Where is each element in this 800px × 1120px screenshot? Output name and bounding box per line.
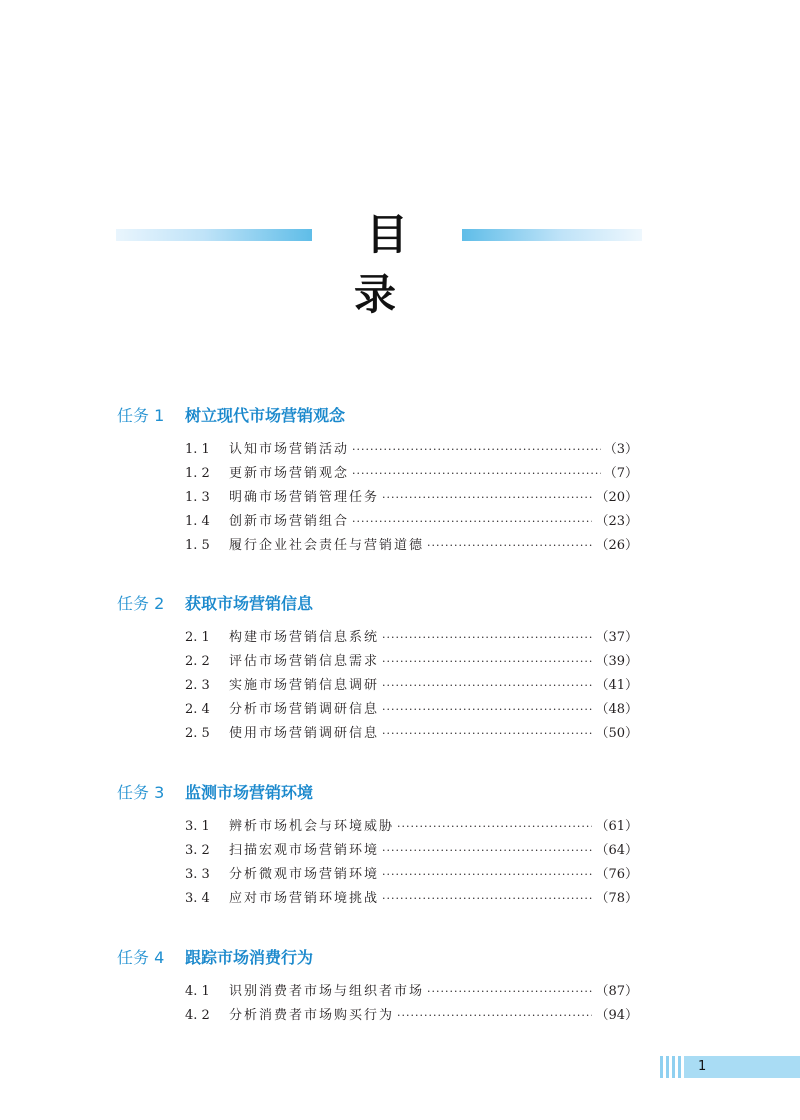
toc-entry[interactable] — [185, 627, 638, 649]
dot-leader — [397, 816, 592, 838]
dot-leader — [397, 1005, 592, 1027]
entry-title: 认知市场营销活动 — [229, 442, 350, 457]
entry-title: 履行企业社会责任与营销道德 — [229, 538, 425, 553]
entry-number: 1. 5 — [185, 538, 210, 553]
dot-leader — [382, 675, 592, 697]
entry-page: （7） — [603, 466, 638, 481]
entry-page: （61） — [595, 819, 638, 834]
task-title: 获取市场营销信息 — [185, 594, 314, 613]
dot-leader — [382, 699, 592, 721]
page-title: 目录 — [353, 210, 432, 319]
entry-title: 扫描宏观市场营销环境 — [229, 843, 380, 858]
toc-entry[interactable] — [185, 675, 638, 697]
tab-stripe — [666, 1056, 669, 1078]
toc-entry[interactable] — [185, 699, 638, 721]
toc-title-bar — [0, 205, 800, 319]
task-number: 任务 2 — [117, 594, 165, 613]
task-number: 任务 3 — [117, 783, 165, 802]
entry-title: 应对市场营销环境挑战 — [229, 891, 380, 906]
entry-number: 4. 1 — [185, 984, 210, 999]
toc-entry[interactable] — [185, 651, 638, 673]
entry-number: 1. 2 — [185, 466, 210, 481]
dot-leader — [352, 511, 592, 533]
entry-page: （64） — [595, 843, 638, 858]
section-heading[interactable] — [117, 780, 313, 806]
entry-page: （39） — [595, 654, 638, 669]
entry-number: 2. 5 — [185, 726, 210, 741]
toc-entry[interactable] — [185, 864, 638, 886]
entry-number: 2. 3 — [185, 678, 210, 693]
dot-leader — [382, 888, 592, 910]
entry-page: （48） — [595, 702, 638, 717]
entry-number: 1. 3 — [185, 490, 210, 505]
task-title: 监测市场营销环境 — [185, 783, 314, 802]
entry-title: 实施市场营销信息调研 — [229, 678, 380, 693]
entry-page: （87） — [595, 984, 638, 999]
entry-page: （76） — [595, 867, 638, 882]
tab-stripe — [672, 1056, 675, 1078]
toc-entry[interactable] — [185, 981, 638, 1003]
title-stripe-left — [116, 229, 312, 241]
entry-number: 4. 2 — [185, 1008, 210, 1023]
task-number: 任务 4 — [117, 948, 165, 967]
page-number: 1 — [698, 1059, 707, 1074]
entry-page: （78） — [595, 891, 638, 906]
entry-title: 评估市场营销信息需求 — [229, 654, 380, 669]
toc-entry[interactable] — [185, 888, 638, 910]
dot-leader — [352, 463, 601, 485]
task-title: 跟踪市场消费行为 — [185, 948, 314, 967]
toc-entry[interactable] — [185, 535, 638, 557]
dot-leader — [382, 723, 592, 745]
entry-number: 2. 2 — [185, 654, 210, 669]
toc-entry[interactable] — [185, 723, 638, 745]
entry-title: 分析市场营销调研信息 — [229, 702, 380, 717]
entry-title: 明确市场营销管理任务 — [229, 490, 380, 505]
entry-number: 3. 4 — [185, 891, 210, 906]
entry-title: 使用市场营销调研信息 — [229, 726, 380, 741]
entry-title: 辨析市场机会与环境威胁 — [229, 819, 395, 834]
entry-title: 分析消费者市场购买行为 — [229, 1008, 395, 1023]
section-heading[interactable] — [117, 403, 345, 429]
task-number: 任务 1 — [117, 406, 165, 425]
entry-number: 3. 2 — [185, 843, 210, 858]
entry-page: （41） — [595, 678, 638, 693]
entry-page: （3） — [603, 442, 638, 457]
toc-entry[interactable] — [185, 1005, 638, 1027]
task-title: 树立现代市场营销观念 — [185, 406, 346, 425]
dot-leader — [382, 840, 592, 862]
toc-entry[interactable] — [185, 511, 638, 533]
entry-title: 识别消费者市场与组织者市场 — [229, 984, 425, 999]
entry-number: 3. 1 — [185, 819, 210, 834]
page-number-tab — [660, 1056, 800, 1078]
entry-page: （23） — [595, 514, 638, 529]
entry-number: 3. 3 — [185, 867, 210, 882]
entry-page: （37） — [595, 630, 638, 645]
dot-leader — [427, 535, 592, 557]
toc-entry[interactable] — [185, 816, 638, 838]
toc-entry[interactable] — [185, 840, 638, 862]
entry-number: 1. 1 — [185, 442, 210, 457]
entry-title: 分析微观市场营销环境 — [229, 867, 380, 882]
toc-entry[interactable] — [185, 439, 638, 461]
dot-leader — [382, 627, 592, 649]
toc-entry[interactable] — [185, 487, 638, 509]
dot-leader — [382, 864, 592, 886]
section-heading[interactable] — [117, 591, 313, 617]
dot-leader — [382, 487, 592, 509]
section-heading[interactable] — [117, 945, 313, 971]
entry-page: （20） — [595, 490, 638, 505]
tab-stripe — [678, 1056, 681, 1078]
dot-leader — [382, 651, 592, 673]
dot-leader — [352, 439, 601, 461]
entry-title: 更新市场营销观念 — [229, 466, 350, 481]
entry-page: （26） — [595, 538, 638, 553]
entry-page: （50） — [595, 726, 638, 741]
entry-number: 1. 4 — [185, 514, 210, 529]
dot-leader — [427, 981, 592, 1003]
toc-entry[interactable] — [185, 463, 638, 485]
entry-title: 创新市场营销组合 — [229, 514, 350, 529]
entry-number: 2. 1 — [185, 630, 210, 645]
title-stripe-right — [462, 229, 642, 241]
entry-page: （94） — [595, 1008, 638, 1023]
tab-stripe — [660, 1056, 663, 1078]
entry-number: 2. 4 — [185, 702, 210, 717]
entry-title: 构建市场营销信息系统 — [229, 630, 380, 645]
